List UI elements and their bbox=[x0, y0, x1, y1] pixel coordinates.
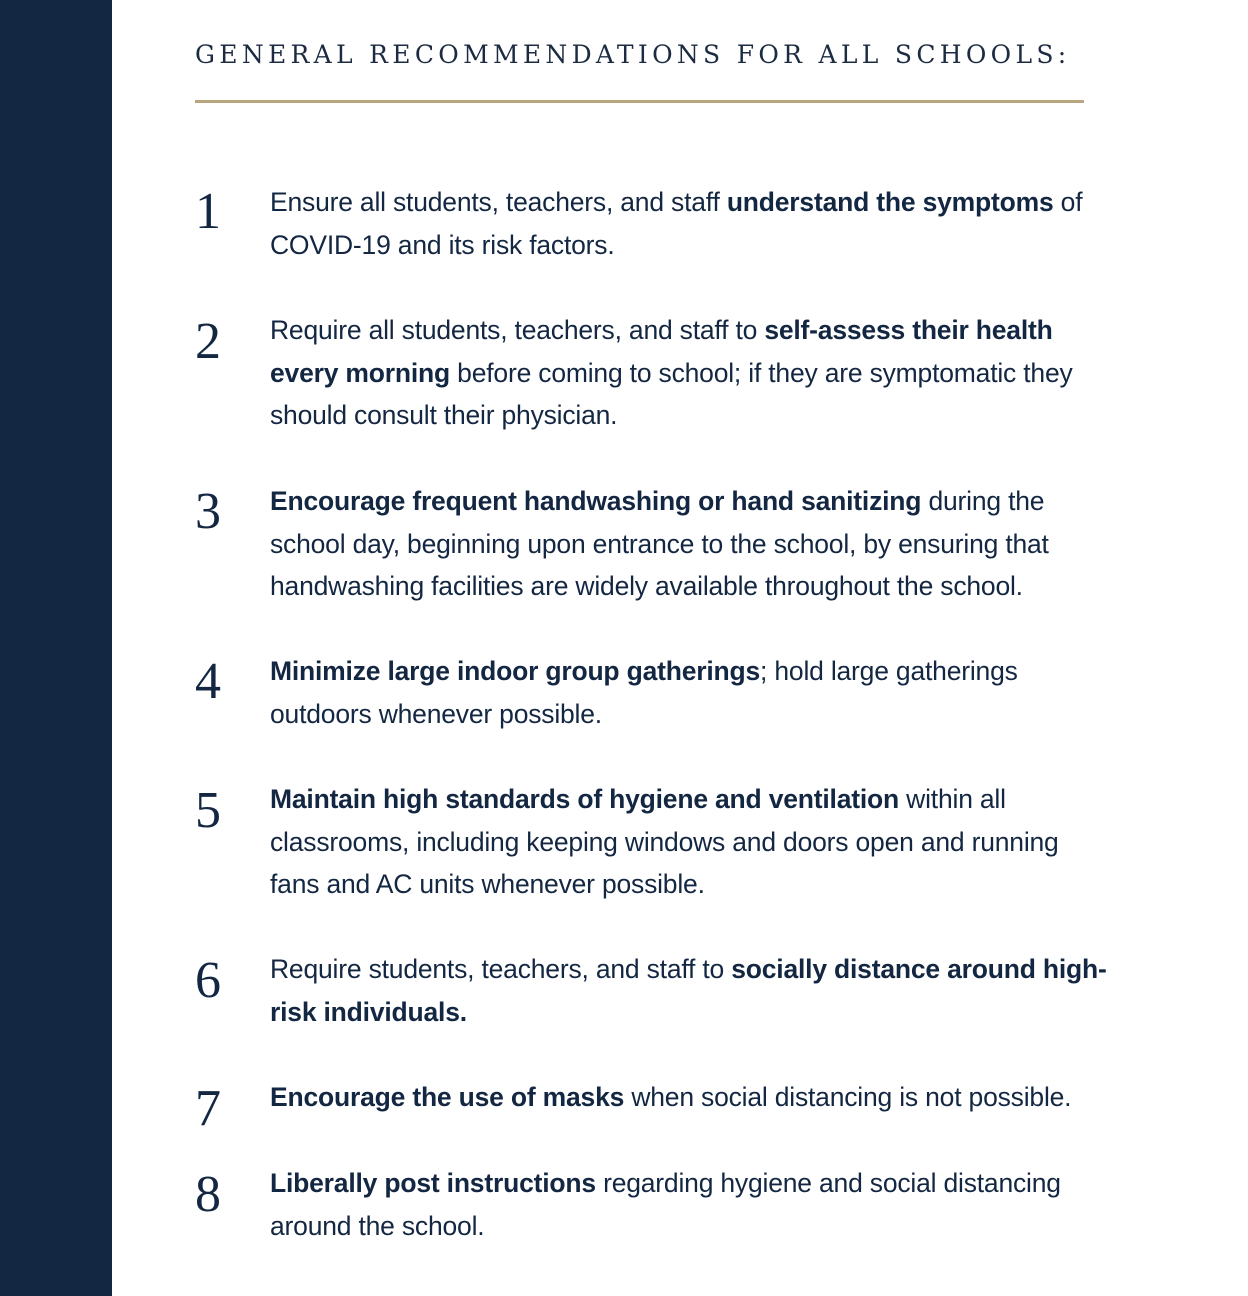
item-text bbox=[270, 778, 1110, 906]
item-text bbox=[270, 948, 1110, 1033]
item-text-emphasis: Maintain high standards of hygiene and ventilation bbox=[270, 784, 900, 814]
item-text-emphasis: Minimize large indoor group gatherings bbox=[270, 656, 761, 686]
page-title: GENERAL RECOMMENDATIONS FOR ALL SCHOOLS: bbox=[195, 40, 1071, 69]
item-text-part: Require students, teachers, and staff to bbox=[270, 954, 732, 984]
item-text-part: when social distancing is not possible. bbox=[624, 1082, 1072, 1112]
item-number: 1 bbox=[195, 183, 221, 240]
item-text-part: before coming to school; if they are symptomatic they should consult their physician. bbox=[270, 357, 1073, 430]
item-text-part: within all classrooms, including keeping windows and doors open and running fans and AC units whenever possible. bbox=[270, 784, 1059, 899]
item-text bbox=[270, 480, 1110, 608]
item-text bbox=[270, 309, 1110, 437]
item-number: 5 bbox=[195, 782, 221, 839]
item-text-part: Ensure all students, teachers, and staff bbox=[270, 187, 727, 217]
item-number: 7 bbox=[195, 1080, 221, 1137]
item-text-emphasis: Liberally post instructions bbox=[270, 1168, 596, 1198]
item-text-emphasis: understand the symptoms bbox=[726, 187, 1054, 217]
item-text-part: regarding hygiene and social distancing around the school. bbox=[270, 1168, 1061, 1241]
item-text bbox=[270, 1076, 1110, 1119]
sidebar-band bbox=[0, 0, 112, 1296]
item-text-part: of COVID-19 and its risk factors. bbox=[270, 187, 1083, 260]
item-text-emphasis: socially distance around high-risk individuals. bbox=[270, 954, 1107, 1027]
item-text-part: during the school day, beginning upon entrance to the school, by ensuring that handwashing facilities are widely available throughout the school. bbox=[270, 486, 1049, 601]
item-number: 6 bbox=[195, 952, 221, 1009]
item-number: 2 bbox=[195, 313, 221, 370]
item-text-emphasis: Encourage the use of masks bbox=[270, 1082, 625, 1112]
item-number: 3 bbox=[195, 483, 221, 540]
item-number: 8 bbox=[195, 1166, 221, 1223]
item-text-emphasis: Encourage frequent handwashing or hand sanitizing bbox=[270, 486, 922, 516]
item-text bbox=[270, 1162, 1110, 1247]
title-divider bbox=[195, 100, 1084, 103]
item-text-part: Require all students, teachers, and staff to bbox=[270, 315, 765, 345]
item-text bbox=[270, 181, 1110, 266]
item-text bbox=[270, 650, 1110, 735]
item-text-emphasis: self-assess their health every morning bbox=[270, 315, 1053, 388]
item-number: 4 bbox=[195, 653, 221, 710]
item-text-part: ; hold large gatherings outdoors whenever possible. bbox=[270, 656, 1018, 729]
